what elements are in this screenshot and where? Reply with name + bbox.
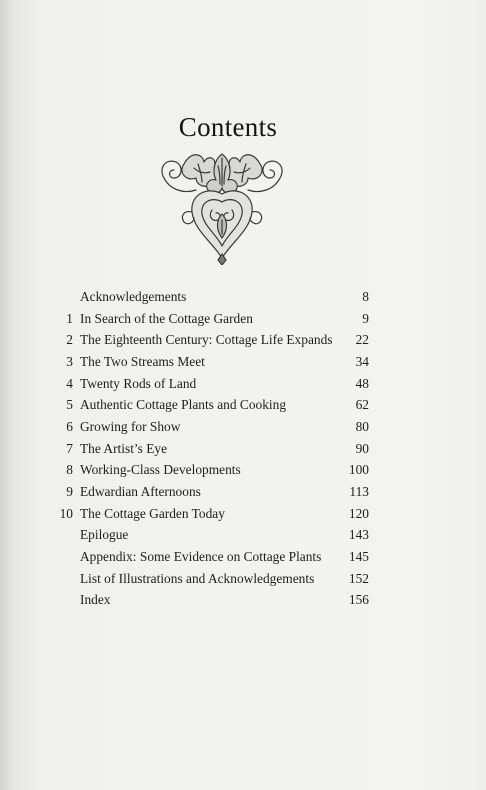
toc-entry-number: 7 — [66, 440, 73, 456]
toc-entry — [0, 417, 486, 437]
toc-entry — [0, 460, 486, 480]
toc-entry-page: 8 — [362, 289, 369, 304]
toc-entry-title: Working-Class Developments — [80, 462, 241, 478]
toc-entry-number: 6 — [66, 418, 73, 434]
toc-entry-title: List of Illustrations and Acknowledgements — [80, 570, 315, 586]
toc-entry-title: Appendix: Some Evidence on Cottage Plants — [80, 548, 322, 564]
page-title: Contents — [178, 112, 278, 142]
toc-entry-title: In Search of the Cottage Garden — [80, 310, 253, 326]
toc-entry-number: 5 — [66, 397, 73, 413]
toc-entry-number: 10 — [59, 505, 73, 521]
toc-entry — [0, 569, 486, 589]
toc-entry-number: 2 — [66, 332, 73, 348]
toc-entry — [0, 287, 486, 307]
toc-entry — [0, 525, 486, 545]
toc-entry-page: 152 — [348, 570, 369, 586]
toc-entry — [0, 504, 486, 524]
toc-entry — [0, 547, 486, 567]
toc-entry-page: 156 — [348, 592, 369, 608]
toc-entry-page: 100 — [348, 462, 369, 478]
toc-entry-page: 90 — [355, 440, 369, 456]
toc-entry-title: Edwardian Afternoons — [80, 483, 201, 499]
toc-entry — [0, 482, 486, 502]
toc-entry-title: The Cottage Garden Today — [80, 505, 225, 521]
toc-entry — [0, 309, 486, 329]
toc-entry-page: 80 — [355, 418, 369, 434]
toc-entry-number: 8 — [66, 462, 73, 478]
toc-entry-title: Growing for Show — [80, 418, 181, 434]
toc-entry-page: 145 — [348, 548, 369, 564]
toc-entry — [0, 395, 486, 415]
toc-entry-title: The Eighteenth Century: Cottage Life Expands — [80, 332, 333, 348]
toc-entry-page: 22 — [355, 332, 369, 348]
toc-entry-page: 62 — [355, 397, 369, 413]
toc-entry-title: Index — [80, 592, 111, 608]
toc-entry — [0, 374, 486, 394]
toc-entry-title: Twenty Rods of Land — [80, 375, 197, 391]
toc-entry-number: 1 — [66, 310, 73, 326]
toc-entry-number: 9 — [66, 483, 73, 499]
floral-ornament-icon — [154, 150, 290, 265]
toc-entry-page: 9 — [362, 310, 369, 326]
toc-entry-number: 4 — [66, 375, 73, 391]
toc-entry-page: 34 — [355, 353, 369, 369]
toc-entry-page: 113 — [349, 483, 369, 499]
toc-entry-title: Acknowledgements — [80, 289, 187, 304]
toc-entry — [0, 439, 486, 459]
toc-entry-page: 143 — [348, 527, 369, 543]
toc-entry-title: The Two Streams Meet — [80, 353, 205, 369]
toc-entry — [0, 352, 486, 372]
toc-entry-page: 48 — [355, 375, 369, 391]
toc-entry-title: The Artist’s Eye — [80, 440, 168, 456]
toc-entry — [0, 590, 486, 610]
toc-entry-number: 3 — [66, 353, 73, 369]
toc-entry-page: 120 — [348, 505, 369, 521]
toc-entry — [0, 330, 486, 350]
toc-entry-title: Epilogue — [80, 527, 129, 543]
toc-entry-title: Authentic Cottage Plants and Cooking — [80, 397, 287, 413]
